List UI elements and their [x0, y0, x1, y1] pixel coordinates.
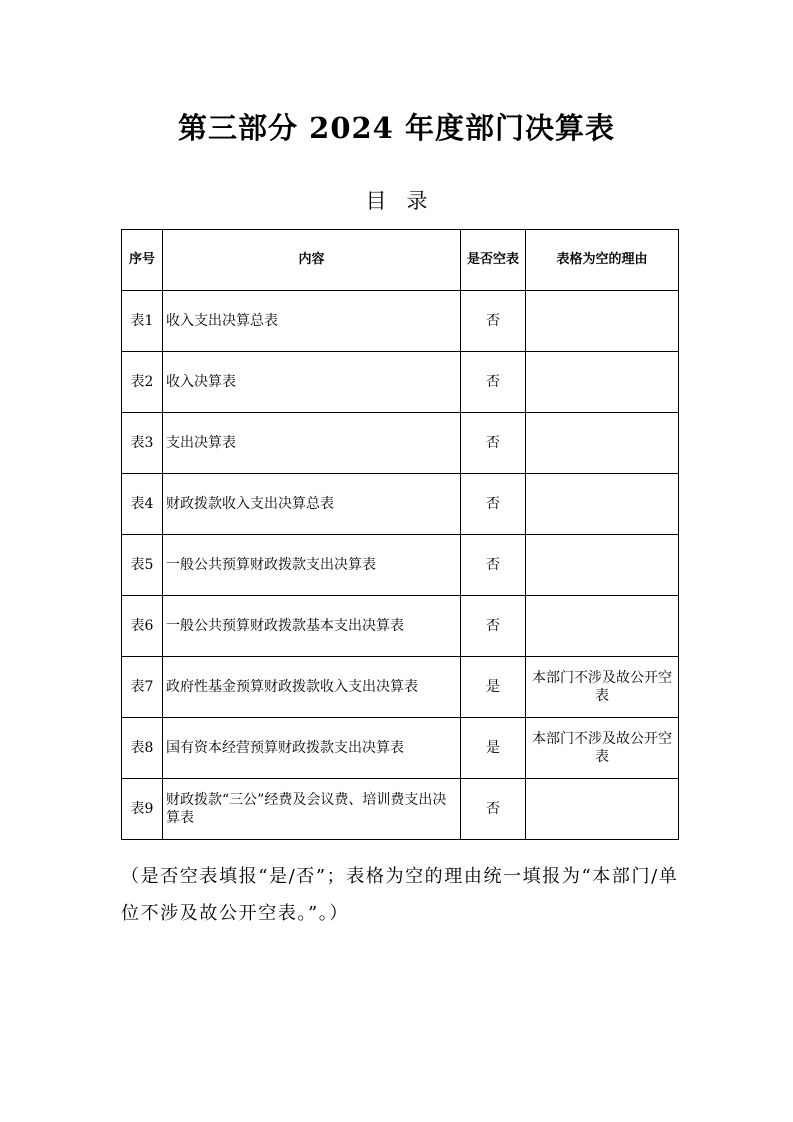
- row-empty-reason: 本部门不涉及故公开空表: [526, 718, 679, 779]
- row-serial-number: 表9: [122, 779, 163, 840]
- row-is-empty: 否: [461, 779, 526, 840]
- header-empty-reason: 表格为空的理由: [526, 230, 679, 291]
- table-header-row: [122, 230, 679, 291]
- row-serial-number: 表6: [122, 596, 163, 657]
- row-serial-number: 表4: [122, 474, 163, 535]
- table-row: [122, 535, 679, 596]
- row-content: 支出决算表: [163, 413, 461, 474]
- table-of-contents-heading: 目录: [365, 189, 448, 213]
- row-empty-reason: [526, 596, 679, 657]
- row-content: 政府性基金预算财政拨款收入支出决算表: [163, 657, 461, 718]
- row-empty-reason: [526, 535, 679, 596]
- table-row: [122, 718, 679, 779]
- header-is-empty: 是否空表: [461, 230, 526, 291]
- row-is-empty: 否: [461, 596, 526, 657]
- row-is-empty: 否: [461, 352, 526, 413]
- row-content: 一般公共预算财政拨款支出决算表: [163, 535, 461, 596]
- table-row: [122, 474, 679, 535]
- table-row: [122, 779, 679, 840]
- row-content: 收入支出决算总表: [163, 291, 461, 352]
- row-is-empty: 否: [461, 474, 526, 535]
- table-row: [122, 413, 679, 474]
- row-serial-number: 表8: [122, 718, 163, 779]
- row-empty-reason: [526, 352, 679, 413]
- table-row: [122, 352, 679, 413]
- row-serial-number: 表2: [122, 352, 163, 413]
- table-row: [122, 596, 679, 657]
- row-content: 财政拨款“三公”经费及会议费、培训费支出决算表: [163, 779, 461, 840]
- header-serial-number: 序号: [122, 230, 163, 291]
- table-of-contents: [121, 229, 679, 840]
- header-content: 内容: [163, 230, 461, 291]
- row-content: 收入决算表: [163, 352, 461, 413]
- row-is-empty: 否: [461, 413, 526, 474]
- row-empty-reason: [526, 474, 679, 535]
- footnote: （是否空表填报“是/否”；表格为空的理由统一填报为“本部门/单位不涉及故公开空表。”。）: [121, 866, 679, 924]
- row-is-empty: 是: [461, 657, 526, 718]
- table-row: [122, 657, 679, 718]
- row-content: 国有资本经营预算财政拨款支出决算表: [163, 718, 461, 779]
- row-serial-number: 表3: [122, 413, 163, 474]
- row-empty-reason: [526, 779, 679, 840]
- row-is-empty: 否: [461, 291, 526, 352]
- row-empty-reason: 本部门不涉及故公开空表: [526, 657, 679, 718]
- row-content: 一般公共预算财政拨款基本支出决算表: [163, 596, 461, 657]
- row-content: 财政拨款收入支出决算总表: [163, 474, 461, 535]
- table-row: [122, 291, 679, 352]
- row-empty-reason: [526, 413, 679, 474]
- row-is-empty: 是: [461, 718, 526, 779]
- row-serial-number: 表5: [122, 535, 163, 596]
- row-empty-reason: [526, 291, 679, 352]
- row-serial-number: 表1: [122, 291, 163, 352]
- row-serial-number: 表7: [122, 657, 163, 718]
- row-is-empty: 否: [461, 535, 526, 596]
- page-title: 第三部分 2024 年度部门决算表: [178, 111, 615, 145]
